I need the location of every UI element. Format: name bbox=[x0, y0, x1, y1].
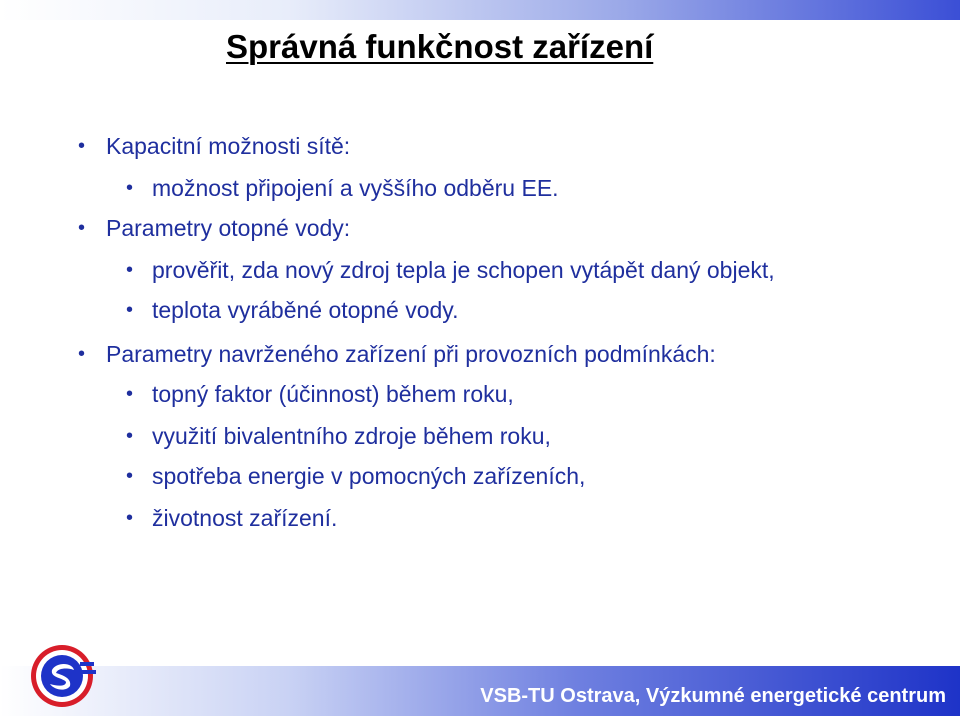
bullet-text: využití bivalentního zdroje během roku, bbox=[152, 423, 551, 449]
footer-label: VSB-TU Ostrava, Výzkumné energetické centrum bbox=[480, 685, 946, 707]
bullet-text: teplota vyráběné otopné vody. bbox=[152, 297, 459, 323]
bullet-text: životnost zařízení. bbox=[152, 505, 338, 531]
bullet-dot-icon: • bbox=[126, 299, 134, 321]
bullet-text: Kapacitní možnosti sítě: bbox=[106, 133, 351, 159]
bullet-dot-icon: • bbox=[78, 217, 86, 239]
bullet-dot-icon: • bbox=[126, 259, 134, 281]
bullet-text: spotřeba energie v pomocných zařízeních, bbox=[152, 463, 586, 489]
bullet-dot-icon: • bbox=[78, 343, 86, 365]
vsb-logo-icon bbox=[28, 642, 96, 710]
bullet-text: možnost připojení a vyššího odběru EE. bbox=[152, 175, 559, 201]
top-gradient-bar bbox=[0, 0, 960, 20]
bullet-text: Parametry navrženého zařízení při provozních podmínkách: bbox=[106, 341, 716, 367]
bullet-dot-icon: • bbox=[126, 383, 134, 405]
bullet-text: Parametry otopné vody: bbox=[106, 215, 351, 241]
bullet-text: topný faktor (účinnost) během roku, bbox=[152, 381, 514, 407]
bullet-dot-icon: • bbox=[126, 425, 134, 447]
bullet-dot-icon: • bbox=[126, 507, 134, 529]
bullet-dot-icon: • bbox=[126, 177, 134, 199]
bullet-text: prověřit, zda nový zdroj tepla je schopen vytápět daný objekt, bbox=[152, 257, 775, 283]
bullet-dot-icon: • bbox=[126, 465, 134, 487]
bullet-dot-icon: • bbox=[78, 135, 86, 157]
slide-title: Správná funkčnost zařízení bbox=[226, 28, 654, 65]
